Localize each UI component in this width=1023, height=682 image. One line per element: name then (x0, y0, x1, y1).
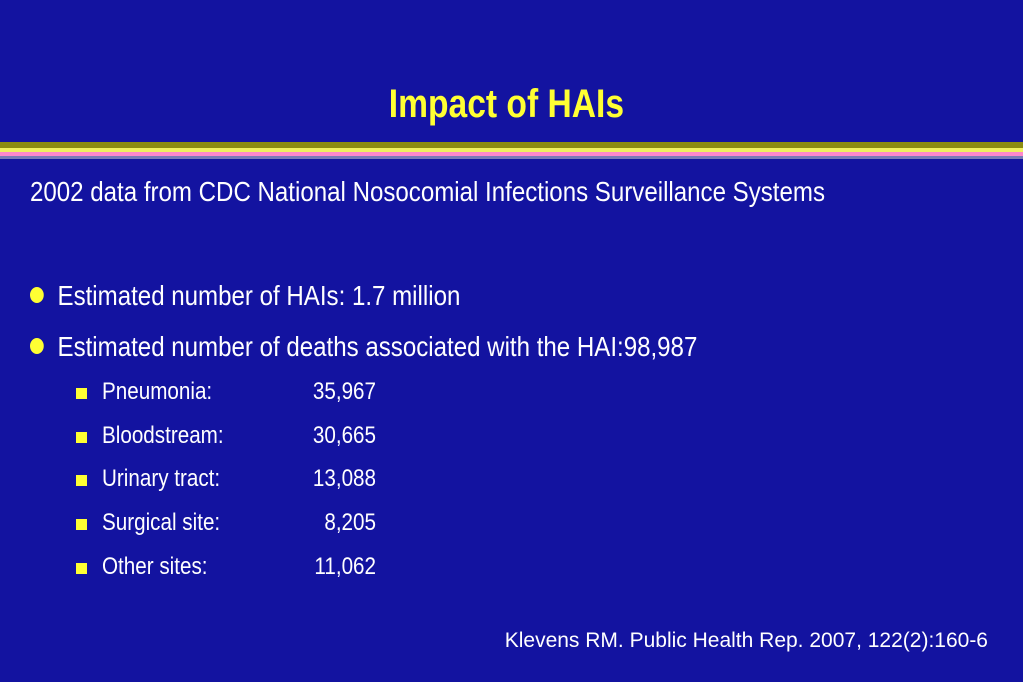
title-divider-shadow (0, 156, 1023, 159)
square-bullet-icon (76, 563, 87, 574)
sub-bullet-value: 30,665 (312, 422, 376, 449)
slide-title: Impact of HAIs (388, 82, 625, 126)
sub-bullet-label: Urinary tract: (102, 465, 221, 492)
square-bullet-icon (76, 519, 87, 530)
bullet-text: Estimated number of deaths associated with the HAI:98,987 (57, 331, 698, 362)
bullet-item (30, 331, 697, 363)
sub-bullet-label: Pneumonia: (102, 378, 213, 405)
bullet-text: Estimated number of HAIs: 1.7 million (57, 280, 461, 311)
sub-bullet-label: Surgical site: (102, 509, 221, 536)
sub-bullet-value: 13,088 (312, 465, 376, 492)
bullet-dot-icon (30, 287, 44, 303)
bullet-item (30, 280, 460, 312)
sub-bullet-value: 8,205 (324, 509, 376, 536)
square-bullet-icon (76, 475, 87, 486)
square-bullet-icon (76, 432, 87, 443)
citation: Klevens RM. Public Health Rep. 2007, 122(2):160-6 (504, 629, 988, 652)
sub-bullet-value: 11,062 (314, 553, 376, 580)
bullet-dot-icon (30, 338, 44, 354)
square-bullet-icon (76, 388, 87, 399)
sub-bullet-label: Other sites: (102, 553, 208, 580)
sub-bullet-label: Bloodstream: (102, 422, 224, 449)
slide-subtitle: 2002 data from CDC National Nosocomial Infections Surveillance Systems (30, 176, 826, 207)
sub-bullet-value: 35,967 (312, 378, 376, 405)
